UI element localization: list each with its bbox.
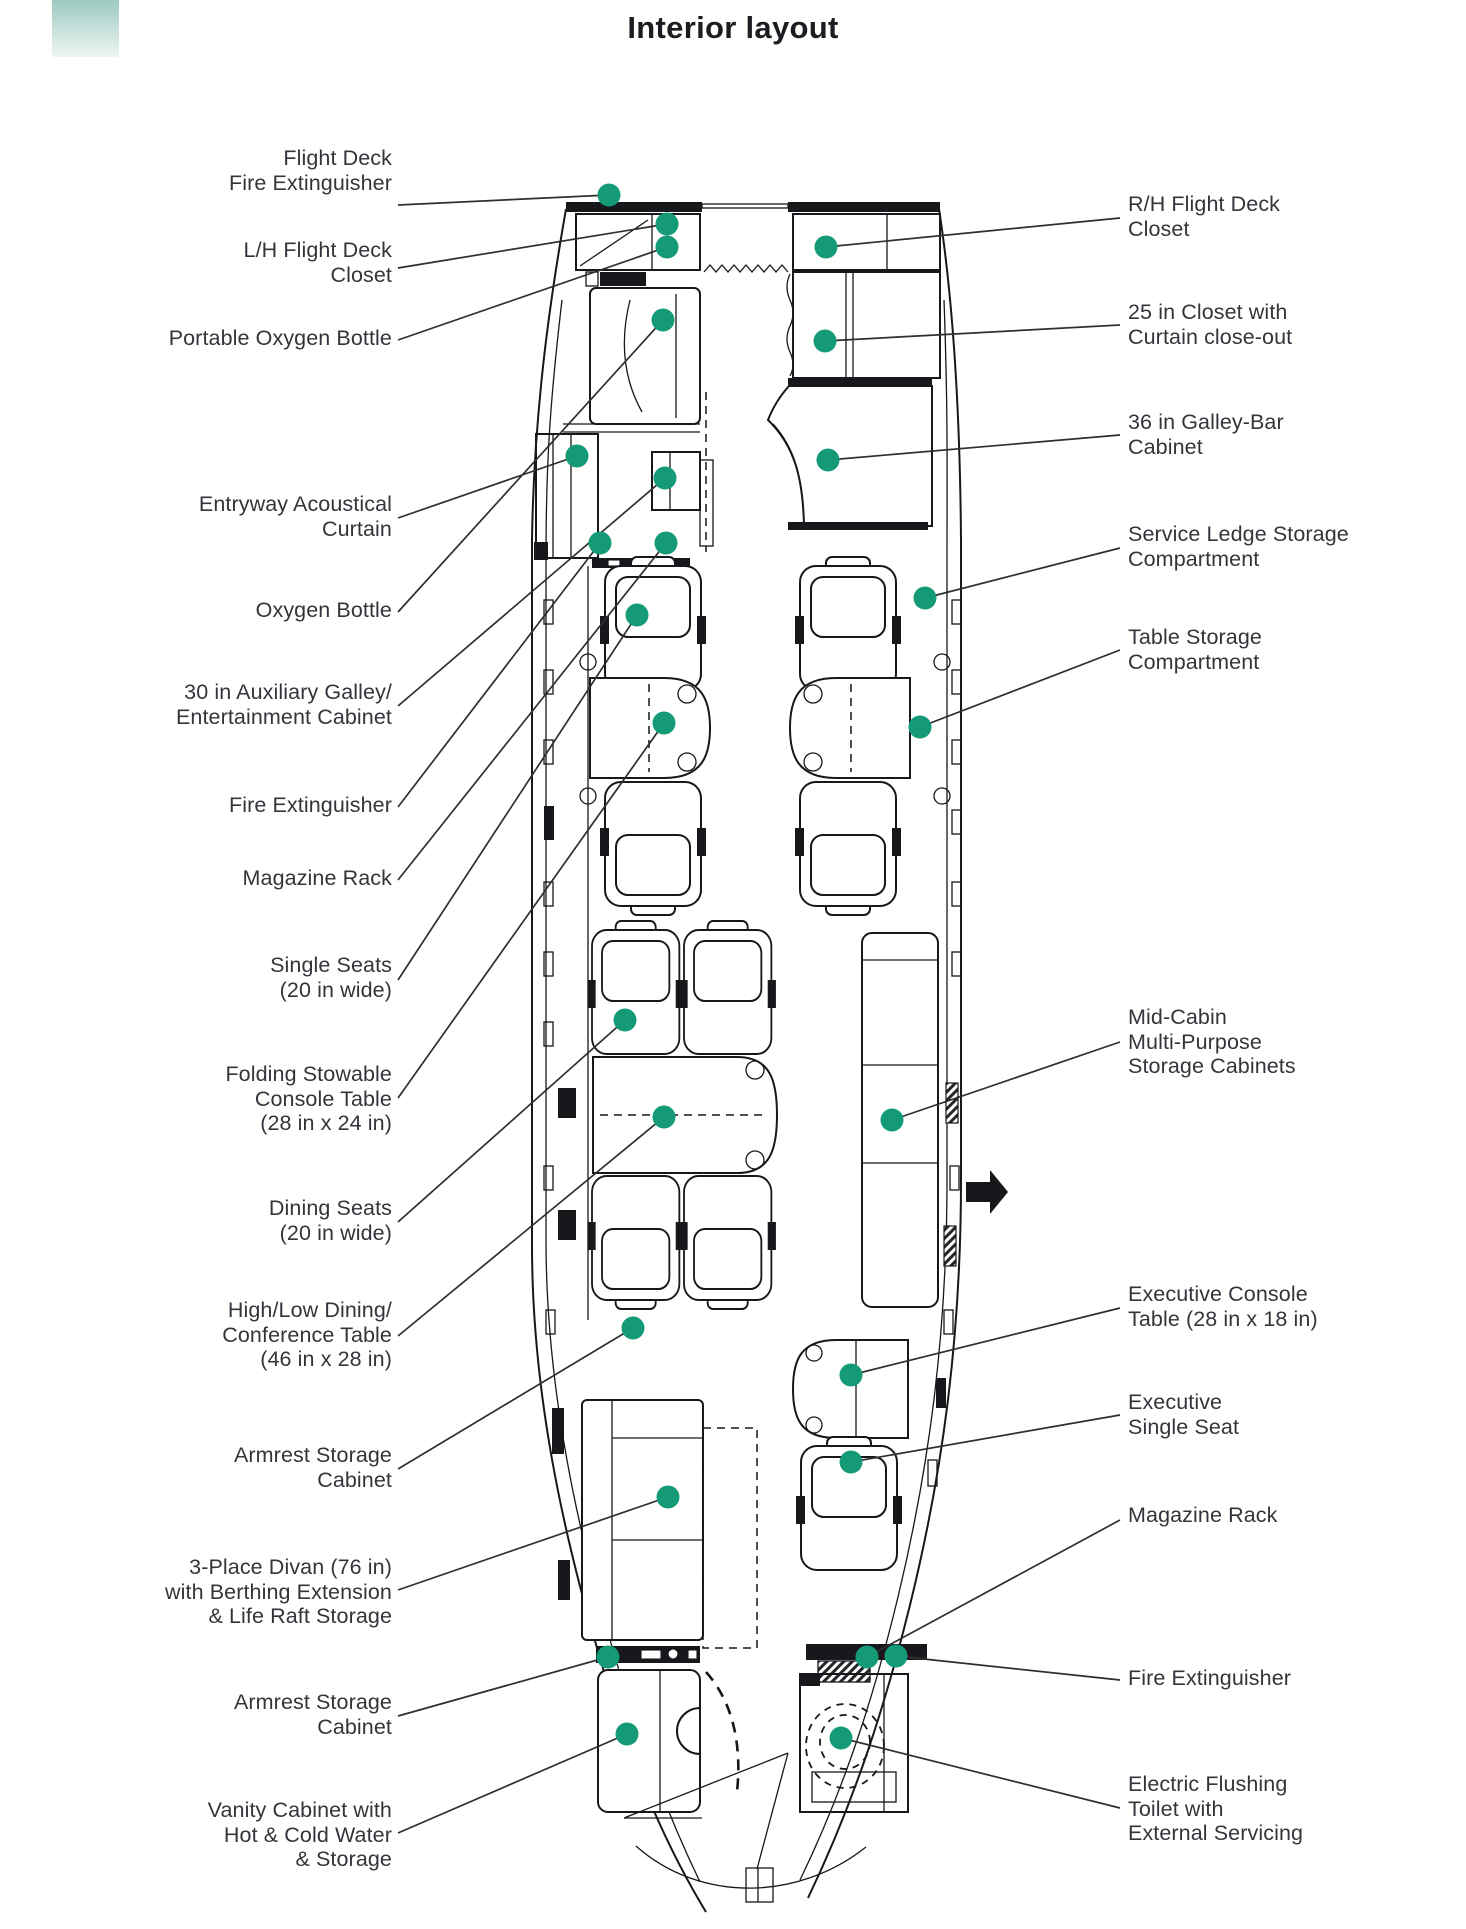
callout-dot-vanity-cabinet <box>616 1723 639 1746</box>
callout-label-dining-seats: Dining Seats (20 in wide) <box>268 1196 392 1245</box>
callout-line-magazine-rack-right <box>867 1520 1120 1657</box>
callout-dot-executive-console-table <box>840 1364 863 1387</box>
callout-label-armrest-storage-cabinet-fwd: Armrest Storage Cabinet <box>233 1443 392 1492</box>
callout-dot-galley-bar-cabinet-36in <box>817 449 840 472</box>
callout-line-closet-25in-curtain-close-out <box>825 325 1120 341</box>
callout-label-three-place-divan: 3-Place Divan (76 in) with Berthing Extension & Life Raft Storage <box>165 1555 392 1629</box>
callout-dot-service-ledge-storage-compartment <box>914 587 937 610</box>
callout-dot-flight-deck-fire-extinguisher <box>598 184 621 207</box>
callout-dot-electric-flushing-toilet <box>830 1727 853 1750</box>
callout-dot-fire-extinguisher-right <box>885 1645 908 1668</box>
callout-line-entryway-acoustical-curtain <box>398 456 577 518</box>
callout-dot-oxygen-bottle <box>652 309 675 332</box>
callout-label-single-seats: Single Seats (20 in wide) <box>270 953 392 1002</box>
callout-label-fire-extinguisher-left: Fire Extinguisher <box>228 793 392 817</box>
callout-dot-executive-single-seat <box>840 1451 863 1474</box>
callout-label-electric-flushing-toilet: Electric Flushing Toilet with External Servicing <box>1128 1772 1304 1846</box>
callout-label-table-storage-compartment: Table Storage Compartment <box>1128 625 1262 674</box>
callout-line-fire-extinguisher-left <box>398 543 600 807</box>
page-title: Interior layout <box>627 10 839 45</box>
callout-dot-portable-oxygen-bottle <box>656 236 679 259</box>
divan-section <box>582 1400 757 1648</box>
callout-label-folding-stowable-console-table: Folding Stowable Console Table (28 in x 24 in) <box>225 1062 392 1136</box>
callout-line-electric-flushing-toilet <box>841 1738 1120 1808</box>
callout-dot-lh-flight-deck-closet <box>656 213 679 236</box>
flight-deck <box>566 202 940 272</box>
callout-label-high-low-dining-conference-table: High/Low Dining/ Conference Table (46 in x 28 in) <box>222 1298 392 1372</box>
callout-dot-folding-stowable-console-table <box>653 712 676 735</box>
right-closets-galley <box>768 272 940 530</box>
callout-line-service-ledge-storage-compartment <box>925 548 1120 598</box>
callout-dot-three-place-divan <box>657 1486 680 1509</box>
callout-dot-closet-25in-curtain-close-out <box>814 330 837 353</box>
callout-dot-armrest-storage-cabinet-fwd <box>622 1317 645 1340</box>
callout-dot-aux-galley-entertainment-cabinet <box>654 467 677 490</box>
callout-dot-mid-cabin-storage-cabinets <box>881 1109 904 1132</box>
callout-dot-magazine-rack-right <box>856 1646 879 1669</box>
callout-line-fire-extinguisher-right <box>896 1656 1120 1680</box>
dining-conference-section <box>587 921 777 1309</box>
callout-label-closet-25in-curtain-close-out: 25 in Closet with Curtain close-out <box>1128 300 1293 349</box>
callout-label-oxygen-bottle: Oxygen Bottle <box>255 598 392 622</box>
callout-label-mid-cabin-storage-cabinets: Mid-Cabin Multi-Purpose Storage Cabinets <box>1128 1005 1296 1079</box>
callout-dot-magazine-rack-left <box>655 532 678 555</box>
callout-dot-single-seats <box>626 604 649 627</box>
callout-label-armrest-storage-cabinet-aft: Armrest Storage Cabinet <box>233 1690 392 1739</box>
callout-dot-fire-extinguisher-left <box>589 532 612 555</box>
callout-label-magazine-rack-right: Magazine Rack <box>1128 1503 1278 1527</box>
callout-label-aux-galley-entertainment-cabinet: 30 in Auxiliary Galley/ Entertainment Cabinet <box>175 680 392 729</box>
callout-dot-rh-flight-deck-closet <box>815 236 838 259</box>
callout-label-entryway-acoustical-curtain: Entryway Acoustical Curtain <box>198 492 392 541</box>
callout-label-executive-single-seat: Executive Single Seat <box>1128 1390 1240 1439</box>
callout-dot-high-low-dining-conference-table <box>653 1106 676 1129</box>
callout-dot-table-storage-compartment <box>909 716 932 739</box>
callout-label-lh-flight-deck-closet: L/H Flight Deck Closet <box>243 238 392 287</box>
callout-label-flight-deck-fire-extinguisher: Flight Deck Fire Extinguisher <box>228 146 392 195</box>
callout-line-rh-flight-deck-closet <box>826 218 1120 247</box>
callout-label-galley-bar-cabinet-36in: 36 in Galley-Bar Cabinet <box>1128 410 1284 459</box>
entry-aux-galley <box>534 272 713 568</box>
callout-label-executive-console-table: Executive Console Table (28 in x 18 in) <box>1128 1282 1318 1331</box>
aft-section <box>596 1644 927 1902</box>
callout-dot-entryway-acoustical-curtain <box>566 445 589 468</box>
callout-line-vanity-cabinet <box>398 1734 627 1833</box>
callout-label-rh-flight-deck-closet: R/H Flight Deck Closet <box>1128 192 1281 241</box>
callout-line-single-seats <box>398 615 637 980</box>
callout-label-fire-extinguisher-right: Fire Extinguisher <box>1128 1666 1292 1690</box>
callout-label-portable-oxygen-bottle: Portable Oxygen Bottle <box>168 326 392 350</box>
callout-label-service-ledge-storage-compartment: Service Ledge Storage Compartment <box>1128 522 1349 571</box>
exit-direction-arrow <box>966 1170 1008 1214</box>
callout-dot-armrest-storage-cabinet-aft <box>597 1646 620 1669</box>
callout-label-vanity-cabinet: Vanity Cabinet with Hot & Cold Water & Storage <box>207 1798 392 1872</box>
callout-label-magazine-rack-left: Magazine Rack <box>242 866 392 890</box>
callout-dot-dining-seats <box>614 1009 637 1032</box>
callout-line-armrest-storage-cabinet-aft <box>398 1657 608 1716</box>
